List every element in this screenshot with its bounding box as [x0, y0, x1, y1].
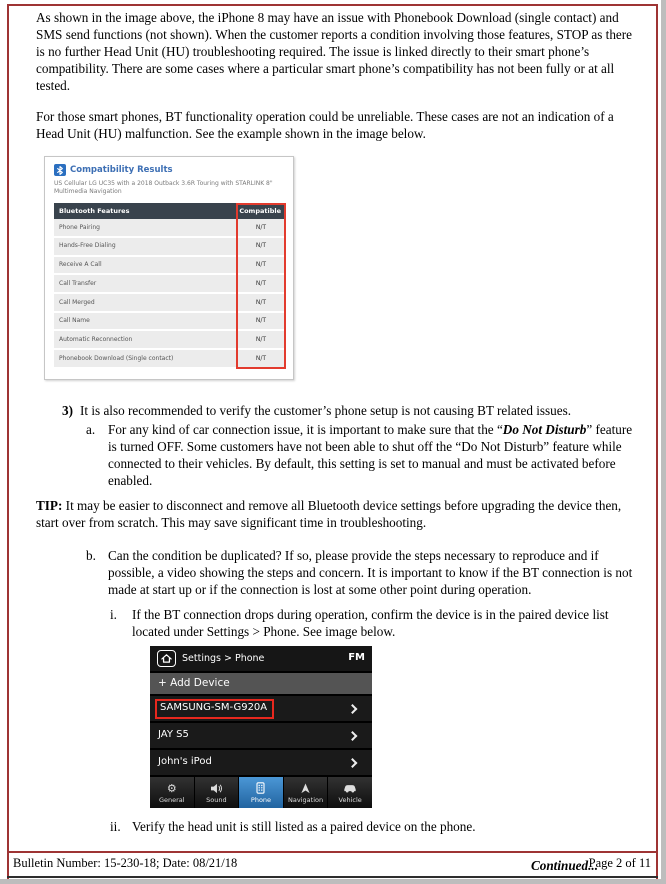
add-device-label: + Add Device	[158, 677, 230, 690]
column-bluetooth-features: Bluetooth Features	[59, 206, 130, 215]
highlight-box-compatible-column	[236, 203, 286, 369]
value-cell: N/T	[255, 354, 267, 362]
tip-text: It may be easier to disconnect and remove all Bluetooth device settings before upgrading the device then, start over from scratch. This may save significant time in troubleshooting.	[36, 498, 622, 531]
compat-table	[54, 203, 284, 369]
bluetooth-icon	[54, 164, 66, 176]
nav-label: Vehicle	[338, 795, 362, 804]
feature-cell: Hands-Free Dialing	[59, 242, 116, 250]
compatibility-results-screenshot	[44, 156, 294, 380]
value-cell: N/T	[255, 335, 267, 343]
navigation-arrow-icon	[300, 782, 311, 795]
nav-item-vehicle	[328, 777, 372, 808]
do-not-disturb-emphasis: Do Not Disturb	[502, 421, 587, 437]
list-marker: i.	[110, 607, 117, 623]
list-marker: 3)	[62, 402, 73, 418]
nav-label: Navigation	[288, 795, 324, 804]
device-name-highlighted: SAMSUNG-SM-G920A	[155, 699, 274, 719]
list-text: If the BT connection drops during operation, confirm the device is in the paired device list located under Settings > Phone. See image below.	[132, 607, 609, 640]
list-item-3b	[36, 547, 638, 598]
feature-cell: Automatic Reconnection	[59, 335, 133, 343]
value-cell: N/T	[255, 261, 267, 269]
page-content	[9, 6, 656, 874]
text-part: For any kind of car connection issue, it is important to make sure that the “	[108, 421, 503, 437]
value-cell: N/T	[255, 223, 267, 231]
device-name: John's iPod	[158, 756, 212, 768]
list-item-3a	[36, 421, 638, 489]
compat-title-row	[54, 164, 284, 176]
nav-label: Sound	[206, 795, 227, 804]
head-unit-breadcrumb: Settings > Phone	[182, 652, 265, 664]
radio-band-label: FM	[348, 652, 365, 664]
column-compatible: Compatible	[239, 206, 281, 215]
feature-cell: Phone Pairing	[59, 223, 100, 231]
gear-icon: ⚙	[166, 781, 177, 795]
list-item-i	[36, 606, 638, 640]
nav-item-sound	[195, 777, 240, 808]
tip-paragraph	[36, 497, 638, 531]
page-border-right	[656, 4, 658, 879]
feature-cell: Call Name	[59, 317, 90, 325]
head-unit-nav-bar	[150, 777, 372, 808]
feature-cell: Phonebook Download (Single contact)	[59, 354, 174, 362]
nav-item-general	[150, 777, 195, 808]
feature-cell: Receive A Call	[59, 261, 102, 269]
list-text	[108, 421, 638, 489]
footer-page-number: Page 2 of 11	[588, 856, 651, 870]
paragraph-iphone-issue: As shown in the image above, the iPhone 8 may have an issue with Phonebook Download (single contact) and SMS send functions (not shown). When the customer reports a condition involving those features, STOP as there is no further Head Unit (HU) troubleshooting required. The issue is linked directly to their smart phone’s compatibility. There are some cases where a particular smart phone’s compatibility has not been fully or at all tested.	[36, 10, 633, 94]
compat-subtitle: US Cellular LG UC35 with a 2018 Outback 3.6R Touring with STARLINK 8" Multimedia Navigation	[54, 180, 273, 195]
paired-device-row	[150, 723, 372, 750]
list-text: It is also recommended to verify the customer’s phone setup is not causing BT related issues.	[80, 402, 572, 418]
add-device-row	[150, 671, 372, 696]
value-cell: N/T	[255, 298, 267, 306]
chevron-right-icon	[348, 758, 358, 768]
list-marker: b.	[86, 548, 96, 564]
feature-cell: Call Merged	[59, 298, 95, 306]
paired-device-row	[150, 696, 372, 723]
text-part: ” feature is turned OFF. Some customers have not been able to shut off the “Do Not Disturb” feature while connected to their vehicles. By default, this setting is set to manual and must be activated before enabled.	[108, 421, 633, 489]
page-bottom-line	[7, 876, 658, 878]
footer-bulletin-info: Bulletin Number: 15-230-18; Date: 08/21/18	[13, 856, 238, 870]
list-text: Can the condition be duplicated? If so, please provide the steps necessary to reproduce and if possible, a video showing the steps and concern. It is important to know if the BT connection is not made at start up or if the connection is lost at some other point during operation.	[108, 548, 633, 598]
nav-item-navigation	[284, 777, 329, 808]
value-cell: N/T	[255, 242, 267, 250]
list-item-3	[36, 402, 638, 419]
nav-label: General	[158, 795, 185, 804]
paragraph-bt-unreliable: For those smart phones, BT functionality operation could be unreliable. These cases are not an indication of a Head Unit (HU) malfunction. See the example shown in the image below.	[36, 109, 614, 142]
list-marker: ii.	[110, 819, 121, 835]
nav-item-phone	[239, 777, 284, 808]
value-cell: N/T	[255, 317, 267, 325]
phone-icon	[255, 782, 266, 795]
head-unit-screenshot	[150, 646, 372, 808]
chevron-right-icon	[348, 731, 358, 741]
compat-title: Compatibility Results	[70, 164, 173, 175]
home-icon	[157, 650, 176, 667]
tip-label: TIP:	[36, 498, 63, 514]
list-marker: a.	[86, 421, 96, 437]
continued-label: Continued...	[530, 858, 598, 874]
car-icon	[343, 782, 357, 795]
value-cell: N/T	[255, 279, 267, 287]
list-item-ii	[36, 818, 638, 835]
feature-cell: Call Transfer	[59, 279, 97, 287]
paired-device-row	[150, 750, 372, 777]
device-name: JAY S5	[158, 729, 189, 741]
nav-label: Phone	[250, 795, 272, 804]
speaker-icon	[210, 782, 223, 795]
list-text: Verify the head unit is still listed as a paired device on the phone.	[132, 819, 476, 835]
chevron-right-icon	[348, 704, 358, 714]
head-unit-statusbar	[150, 646, 372, 671]
